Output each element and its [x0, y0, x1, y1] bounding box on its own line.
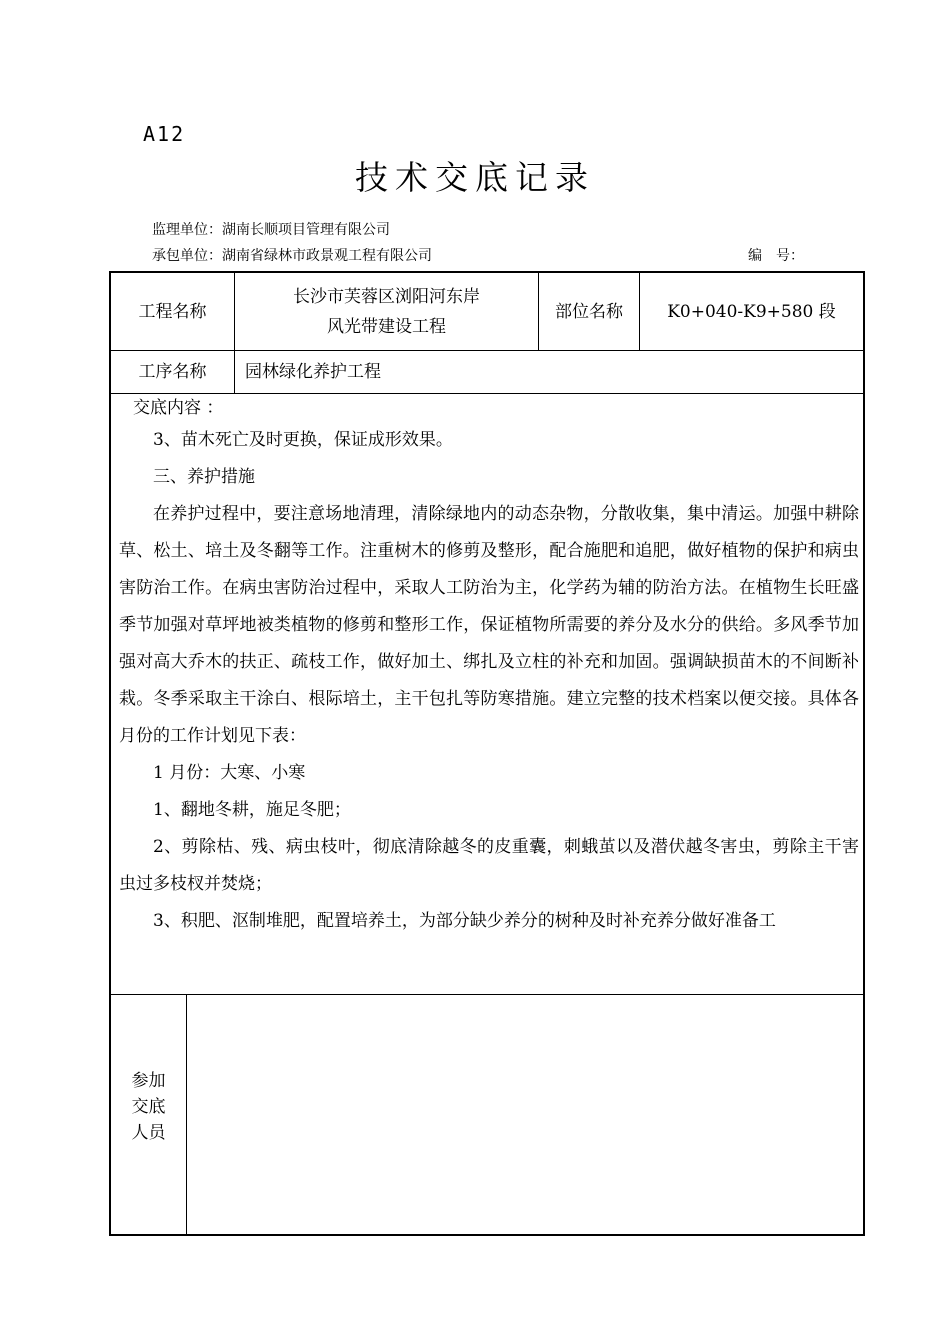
participants-label-line: 交底 [131, 1097, 166, 1117]
process-name-value: 园林绿化养护工程 [245, 362, 381, 382]
process-name-label: 工序名称 [138, 362, 207, 382]
content-paragraph: 在养护过程中，要注意场地清理，清除绿地内的动态杂物，分散收集，集中清运。加强中耕除草、松土、培土及冬翻等工作。注重树木的修剪及整形，配合施肥和追肥，做好植物的保护和病虫害防治工作。在病虫害防治过程中，采取人工防治为主，化学药为辅的防治方法。在植物生长旺盛季节加强对草坪地被类植物的修剪和整形工作，保证植物所需要的养分及水分的供给。多风季节加强对高大乔木的扶正、疏枝工作，做好加土、绑扎及立柱的补充和加固。强调缺损苗木的不间断补栽。冬季采取主干涂白、根际培土，主干包扎等防寒措施。建立完整的技术档案以便交接。具体各月份的工作计划见下表： [119, 504, 859, 746]
disclosure-content [111, 394, 863, 994]
project-name-line-2: 风光带建设工程 [327, 316, 446, 337]
project-name-value [235, 273, 538, 350]
participants-label [111, 1068, 186, 1146]
project-name-label: 工程名称 [138, 301, 207, 322]
project-name-line-1: 长沙市芙蓉区浏阳河东岸 [293, 286, 480, 307]
supervisor-unit: 监理单位：湖南长顺项目管理有限公司 [152, 222, 390, 238]
content-paragraph: 3、积肥、沤制堆肥，配置培养土，为部分缺少养分的树种及时补充养分做好准备工 [153, 911, 776, 931]
document-number-label: 编 号： [748, 248, 804, 264]
section-name-label: 部位名称 [555, 301, 623, 322]
participants-label-line: 人员 [131, 1123, 166, 1143]
participants-label-line: 参加 [131, 1071, 166, 1091]
content-label: 交底内容 ： [133, 398, 224, 418]
section-name-value: K0+040-K9+580 段 [667, 301, 836, 322]
content-paragraph: 2、剪除枯、残、病虫枝叶，彻底清除越冬的皮重囊，刺蛾茧以及潜伏越冬害虫，剪除主干害虫过多枝杈并焚烧； [119, 837, 859, 894]
content-paragraph: 3、苗木死亡及时更换，保证成形效果。 [153, 430, 453, 450]
document-title: 技术交底记录 [355, 158, 595, 197]
document-code: A12 [143, 122, 186, 146]
record-table [109, 271, 865, 1236]
content-paragraph: 1 月份：大寒、小寒 [153, 763, 306, 783]
content-paragraph: 三、养护措施 [153, 467, 255, 487]
contractor-unit: 承包单位：湖南省绿林市政景观工程有限公司 [152, 248, 432, 264]
content-paragraph: 1、翻地冬耕，施足冬肥； [153, 800, 351, 820]
participants-signature-area[interactable] [187, 995, 863, 1234]
